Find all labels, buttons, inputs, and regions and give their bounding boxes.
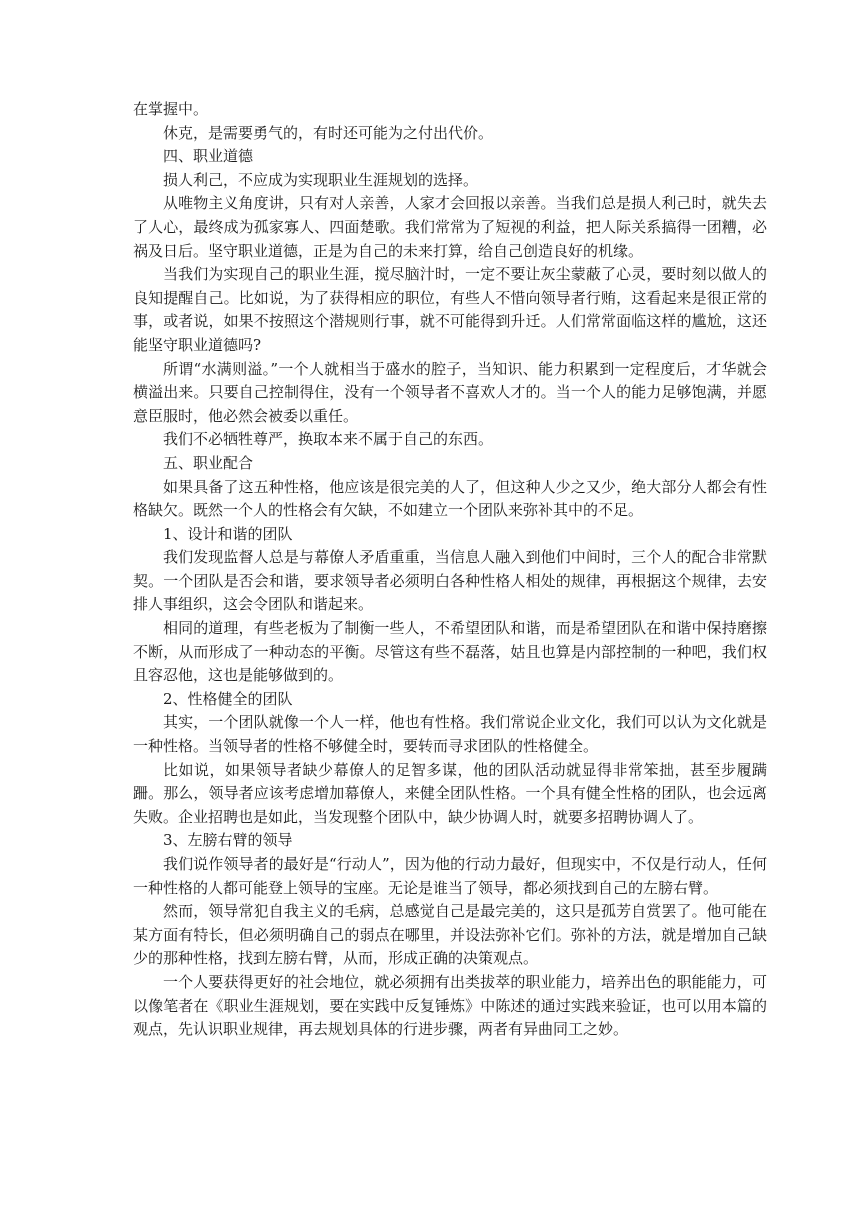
body-text: 我们说作领导者的最好是“行动人”，因为他的行动力最好，但现实中，不仅是行动人，任何一种性格的人都可能登上领导的宝座。无论是谁当了领导，都必须找到自己的左膀右臂。 — [133, 855, 767, 897]
body-text: 我们发现监督人总是与幕僚人矛盾重重，当信息人融入到他们中间时，三个人的配合非常默契。一个团队是否会和谐，要求领导者必须明白各种性格人相处的规律，再根据这个规律，去安排人事组织，这会令团队和谐起来。 — [133, 548, 767, 614]
body-text: 从唯物主义角度讲，只有对人亲善，人家才会回报以亲善。当我们总是损人利己时，就失去了人心，最终成为孤家寡人、四面楚歌。我们常常为了短视的利益，把人际关系搞得一团糟，必祸及日后。坚守职业道德，正是为自己的未来打算，给自己创造良好的机缘。 — [133, 194, 767, 260]
body-text: 相同的道理，有些老板为了制衡一些人，不希望团队和谐，而是希望团队在和谐中保持磨擦不断，从而形成了一种动态的平衡。尽管这有些不磊落，姑且也算是内部控制的一种吧，我们权且容忍他，这也是能够做到的。 — [133, 619, 767, 685]
subsection-heading: 2、性格健全的团队 — [163, 689, 293, 708]
body-text: 休克，是需要勇气的，有时还可能为之付出代价。 — [163, 123, 494, 142]
section-heading: 四、职业道德 — [163, 147, 254, 166]
body-text: 一个人要获得更好的社会地位，就必须拥有出类拔萃的职业能力，培养出色的职能能力，可以像笔者在《职业生涯规划，要在实践中反复锤炼》中陈述的通过实践来验证，也可以用本篇的观点，先认识职业规律，再去规划具体的行进步骤，两者有异曲同工之妙。 — [133, 972, 767, 1039]
document-page — [133, 98, 767, 1042]
body-text: 然而，领导常犯自我主义的毛病，总感觉自己是最完美的，这只是孤芳自赏罢了。他可能在某方面有特长，但必须明确自己的弱点在哪里，并设法弥补它们。弥补的方法，就是增加自己缺少的那种性格，找到左膀右臂，从而，形成正确的决策观点。 — [133, 902, 767, 968]
body-text: 在掌握中。 — [133, 100, 209, 118]
body-text: 损人利己，不应成为实现职业生涯规划的选择。 — [163, 170, 479, 189]
body-text: 比如说，如果领导者缺少幕僚人的足智多谋，他的团队活动就显得非常笨拙，甚至步履蹒跚。那么，领导者应该考虑增加幕僚人，来健全团队性格。一个具有健全性格的团队，也会远离失败。企业招聘也是如此，当发现整个团队中，缺少协调人时，就要多招聘协调人了。 — [133, 760, 767, 826]
body-text: 所谓“水满则溢。”一个人就相当于盛水的腔子，当知识、能力积累到一定程度后，才华就会横溢出来。只要自己控制得住，没有一个领导者不喜欢人才的。当一个人的能力足够饱满，并愿意臣服时，他必然会被委以重任。 — [133, 359, 767, 425]
subsection-heading: 3、左膀右臂的领导 — [163, 831, 293, 850]
section-heading: 五、职业配合 — [163, 453, 254, 472]
body-text: 其实，一个团队就像一个人一样，他也有性格。我们常说企业文化，我们可以认为文化就是一种性格。当领导者的性格不够健全时，要转而寻求团队的性格健全。 — [133, 713, 767, 756]
body-text: 当我们为实现自己的职业生涯，搅尽脑汁时，一定不要让灰尘蒙蔽了心灵，要时刻以做人的良知提醒自己。比如说，为了获得相应的职位，有些人不惜向领导者行贿，这看起来是很正常的事，或者说，如果不按照这个潜规则行事，就不可能得到升迁。人们常常面临这样的尴尬，这还能坚守职业道德吗? — [133, 265, 767, 354]
body-text: 我们不必牺牲尊严，换取本来不属于自己的东西。 — [163, 430, 494, 449]
subsection-heading: 1、设计和谐的团队 — [163, 524, 293, 543]
body-text: 如果具备了这五种性格，他应该是很完美的人了，但这种人少之又少，绝大部分人都会有性格缺欠。既然一个人的性格会有欠缺，不如建立一个团队来弥补其中的不足。 — [133, 477, 767, 520]
